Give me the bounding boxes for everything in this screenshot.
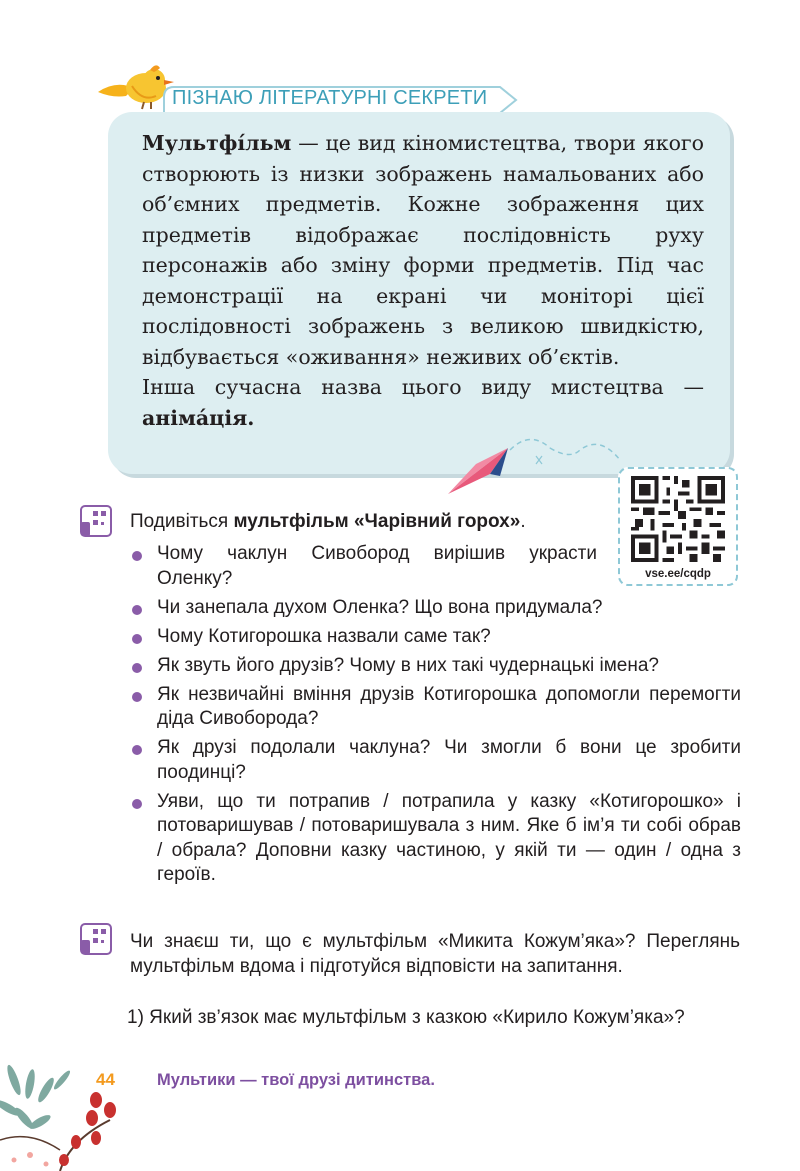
list-item: Як друзі подолали чаклуна? Чи змогли б вони це зробити поодинці?: [129, 736, 741, 785]
qr-url: vse.ee/cqdp: [645, 568, 711, 580]
task1-lead-title: мультфільм «Чарівний горох»: [233, 511, 521, 532]
section-title: ПІЗНАЮ ЛІТЕРАТУРНІ СЕКРЕТИ: [172, 87, 488, 109]
term2-tail: ція.: [209, 405, 255, 430]
definition-term: Мультфі́льм: [142, 131, 292, 155]
term2-head: анімá: [142, 405, 210, 430]
definition-line2: Інша сучасна назва цього виду мистецтва —: [142, 375, 704, 399]
list-item: Як звуть його друзів? Чому в них такі чудернацькі імена?: [129, 654, 741, 679]
task2-question: 1) Який зв’язок має мультфільм з казкою «Кирило Кожум’яка»?: [127, 1007, 685, 1028]
task1-lead: [130, 510, 526, 534]
list-item: Уяви, що ти потрапив / потрапила у казку «Котигорошко» і потоваришував / потоваришувала з ним. Яке б ім’я ти собі обрав / обрала? Доповни казку частиною, у якій ти — один / одна з героїв.: [129, 790, 741, 888]
footer-section-title: Мультики — твої друзі дитинства.: [157, 1071, 435, 1089]
page-number: 44: [96, 1070, 115, 1089]
list-item: Як незвичайні вміння друзів Котигорошка допомогли перемогти діда Сивоборода?: [129, 683, 741, 732]
definition-text: [142, 128, 704, 433]
definition-second-line: [142, 372, 704, 433]
list-item: Чи занепала духом Оленка? Що вона придумала?: [129, 596, 741, 621]
definition-paragraph: [142, 128, 704, 372]
paper-plane-decoration: [430, 430, 630, 500]
list-item: Чому чаклун Сивобород вирішив украсти Оленку?: [129, 542, 597, 591]
list-item: Чому Котигорошка назвали саме так?: [129, 625, 741, 650]
task1-lead-prefix: Подивіться: [130, 511, 234, 532]
question-list: [129, 542, 741, 892]
definition-body: — це вид кіномистецтва, твори якого створюють із низки зображень намальованих або об’ємних предметів. Кожне зображення цих предметів відображає послідовність руху персонажів або зміну форми предметів. Під час демонстрації на екрані чи моніторі цієї послідовності зображень з великою швидкістю, відбувається «оживання» неживих об’єктів.: [142, 131, 704, 369]
video-qr-icon: [79, 504, 113, 538]
task2-text: Чи знаєш ти, що є мультфільм «Микита Кожум’яка»? Переглянь мультфільм вдома і підготуйся відповісти на запитання.: [130, 931, 740, 977]
task1-lead-suffix: .: [520, 511, 526, 532]
video-qr-icon: [79, 922, 113, 956]
definition-term2: [142, 406, 254, 430]
